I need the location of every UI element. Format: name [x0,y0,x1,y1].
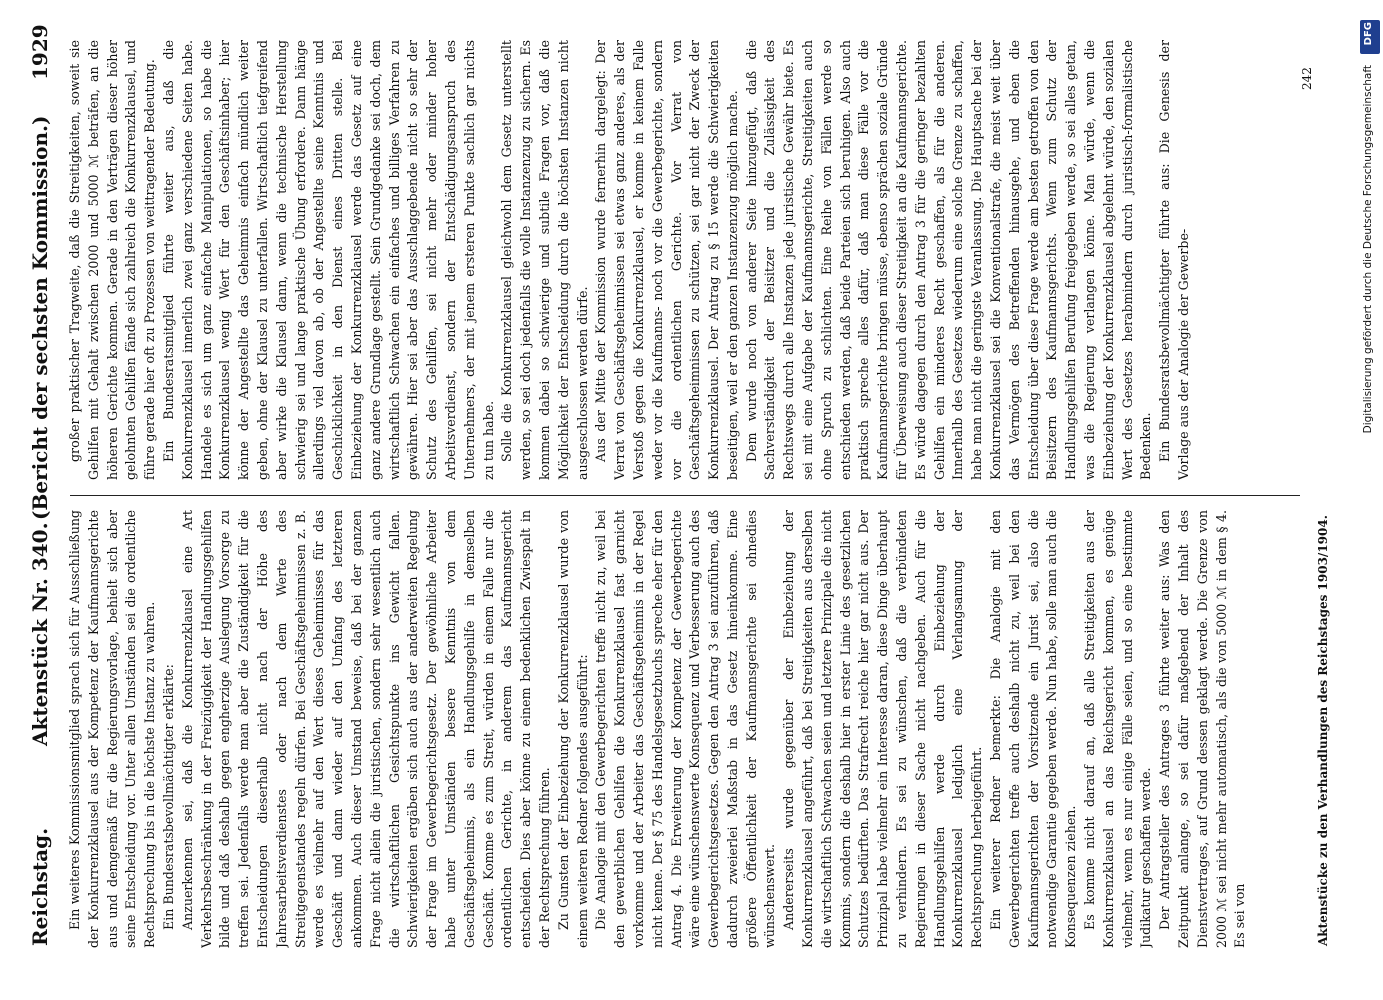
paragraph: Ein Bundesratsbevollmächtigter erklärte: [160,664,176,930]
digitization-credit [1360,20,1380,980]
paragraph: Die Analogie mit den Gewerbegerichten treffe nicht zu, weil bei den gewerblichen Gehilfen die Konkurrenzklausel fast garnicht vorkomme und der Arbeiter das Geschäftsgeheimnis in der Regel nicht kenne. Der § 75 des Handelsgesetzbuchs spreche eher für den Antrag 4. Die Erweiterung der Kompetenz der Gewerbegerichte wäre eine wünschenswerte Konsequenz und Verbesserung auch des Gewerbegerichtsgesetzes. Gegen den Antrag 3 sei anzuführen, daß dadurch zweierlei Maßstab in das Gesetz hineinkomme. Eine größere Öffentlichkeit der Kaufmannsgerichte sei ohnedies wünschenswert. [593,510,778,948]
paragraph: Der Antragsteller des Antrages 3 führte weiter aus: Was den Zeitpunkt anlange, so sei dafür maßgebend der Inhalt des Dienstvertrages, auf Grund dessen geklagt werde. Die Grenze von 2000 ℳ sei nicht mehr automatisch, als die von 5000 ℳ in dem § 4. Es sei von [1157,510,1248,948]
paragraph: Andererseits wurde gegenüber der Einbeziehung der Konkurrenzklausel angeführt, daß bei Streitigkeiten aus derselben die wirtschaftlich Schwachen seien und letztere Prinzipale die nicht Kommis, sondern die deshalb hier in erster Linie des gesetzlichen Schutzes bedürften. Das Strafrecht reiche hier gar nicht aus. Der Prinzipal habe vielmehr ein Interesse daran, diese Dinge überhaupt zu verhindern. Es sei zu wünschen, daß die verbündeten Regierungen in dieser Sache nicht nachgeben. Auch für die Handlungsgehilfen werde durch Einbeziehung der Konkurrenzklausel lediglich eine Verlangsamung der Rechtsprechung herbeigeführt. [781,510,985,948]
paragraph: Ein weiterer Redner bemerkte: Die Analogie mit den Gewerbegerichten treffe auch deshalb nicht zu, weil bei den Kaufmannsgerichten der Vorsitzende ein Jurist sei, also die notwendige Garantie gegeben werde. Nun habe, solle man auch die Konsequenzen ziehen. [988,510,1079,948]
paragraph: Es komme nicht darauf an, daß alle Streitigkeiten aus der Konkurrenzklausel an das Reichsgericht kommen, es genüge vielmehr, wenn es nur einige Fälle seien, und so eine bestimmte Judikatur geschaffen werde. [1082,510,1154,948]
paragraph: Aus der Mitte der Kommission wurde fernerhin dargelegt: Der Verrat von Geschäftsgeheimnissen sei etwas ganz anderes, als der Verstoß gegen die Konkurrenzklausel, er komme in keinem Falle weder vor die Kaufmanns- noch vor die Gewerbegerichte, sondern vor die ordentlichen Gerichte. Vor Verrat von Geschäftsgeheimnissen zu schützen, sei gar nicht der Zweck der Konkurrenzklausel. Der Antrag zu § 15 werde die Schwierigkeiten beseitigen, weil er den ganzen Instanzenzug möglich mache. [593,40,740,480]
right-text-column [66,40,1292,480]
header-document-number: Aktenstück Nr. 340. [28,522,52,746]
footer-citation: Aktenstücke zu den Verhandlungen des Reichstages 1903/1904. [1316,515,1330,946]
paragraph: Anzuerkennen sei, daß die Konkurrenzklausel eine Art Verkehrsbeschränkung in der Freizügigkeit der Handlungsgehilfen bilde und daß deshalb gegen engherzige Auslegung Vorsorge zu treffen sei. Jedenfalls werde man aber die Zuständigkeit für die Entscheidungen dieserhalb nicht nach der Höhe des Jahresarbeitsverdienstes oder nach dem Werte des Streitgegenstandes regeln dürfen. Bei Geschäftsgeheimnissen z. B. werde es vielmehr auf den Wert dieses Geheimnisses für das Geschäft und dann wieder auf den Umfang des letzteren ankommen. Auch dieser Umstand beweise, daß bei der ganzen Frage nicht allein die juristischen, sondern sehr wesentlich auch die wirtschaftlichen Gesichtspunkte ins Gewicht fallen. Schwierigkeiten ergäben sich auch aus der anderweiten Regelung der Frage im Gewerbegerichtsgesetz. Der gewöhnliche Arbeiter habe unter Umständen bessere Kenntnis von dem Geschäftsgeheimnis, als ein Handlungsgehilfe in demselben Geschäft. Komme es zum Streit, würden in einem Falle nur die ordentlichen Gerichte, in anderem das Kaufmannsgericht entscheiden. Dies aber könne zu einem bedenklichen Zwiespalt in der Rechtsprechung führen. [179,510,552,948]
digitization-note-text: Digitalisierung gefördert durch die Deutsche Forschungsgemeinschaft [1362,65,1374,434]
paragraph: großer praktischer Tragweite, daß die Streitigkeiten, soweit sie Gehilfen mit Gehalt zwischen 2000 und 5000 ℳ beträfen, an die höheren Gerichte kommen. Gerade in den Verträgen dieser höher gelohnten Gehilfen fände sich zahlreich die Konkurrenzklausel, und führe gerade hier oft zu Prozessen von weittragender Bedeutung. [67,40,158,480]
dfg-logo-text: DFG [1363,22,1374,46]
paragraph: Ein weiteres Kommissionsmitglied sprach sich für Ausschließung der Konkurrenzklausel aus der Kompetenz der Kaufmannsgerichte aus und demgemäß für die Regierungsvorlage, behielt sich aber seine Entscheidung vor. Unter allen Umständen sei die ordentliche Rechtsprechung bis in die höchste Instanz zu wahren. [67,510,158,948]
paragraph: Ein Bundesratsbevollmächtigter führte aus: Die Genesis der Vorlage aus der Analogie der Gewerbe- [1157,40,1192,480]
paragraph: Zu Gunsten der Einbeziehung der Konkurrenzklausel wurde von einem weiteren Redner folgendes ausgeführt: [555,510,590,948]
paragraph: Ein Bundesratsmitglied führte weiter aus, daß die Konkurrenzklausel innerlich zwei ganz verschiedene Seiten habe. Handele es sich um ganz einfache Manipulationen, so habe die Konkurrenzklausel wenig Wert für den Geschäftsinhaber; hier könne der Angestellte das Geheimnis einfach mündlich weiter geben, ohne der Klausel zu unterfallen. Wirtschaftlich tiefgreifend aber wirke die Klausel dann, wenn die technische Herstellung schwierig sei und lange praktische Übung erfordere. Dann hänge allerdings viel davon ab, ob der Angestellte seine Kenntnis und Geschicklichkeit in den Dienst eines Dritten stelle. Bei Einbeziehung der Konkurrenzklausel werde das Gesetz auf eine ganz andere Grundlage gestellt. Sein Grundgedanke sei doch, dem wirtschaftlich Schwachen ein einfaches und billiges Verfahren zu gewähren. Hier sei aber das Ausschlaggebende nicht so sehr der Schutz des Gehilfen, sei nicht mehr oder minder hoher Arbeitsverdienst, sondern der Entschädigungsanspruch des Unternehmers, der mit jenem ersteren Punkte sachlich gar nichts zu tun habe. [160,40,496,480]
paragraph: Solle die Konkurrenzklausel gleichwohl dem Gesetz unterstellt werden, so sei doch jedenfalls die volle Instanzenzug zu sichern. Es kommen dabei so schwierige und subtile Fragen vor, daß die Möglichkeit der Entscheidung durch die höchsten Instanzen nicht ausgeschlossen werden dürfe. [499,40,590,480]
page-number: 1929 [28,24,52,80]
column-divider [70,495,1300,496]
dfg-logo-icon [1360,20,1380,54]
header-report-title: (Bericht der sechsten Kommission.) [28,115,52,520]
header-left-title: Reichstag. [28,827,52,946]
footer-sheet-number: 242 [1300,67,1314,90]
left-text-column [66,510,1310,948]
paragraph: Dem wurde noch von anderer Seite hinzugefügt, daß die Sachverständigkeit der Beisitzer und die Zulässigkeit des Rechtswegs durch alle Instanzen jede juristische Gewähr biete. Es sei mit eine Aufgabe der Kaufmannsgerichte, Streitigkeiten auch ohne Spruch zu schlichten. Eine Reihe von Fällen werde so entschieden werden, daß beide Parteien sich beruhigen. Also auch praktisch spreche alles dafür, daß man diese Fälle vor die Kaufmannsgerichte bringen müsse, ebenso sprächen soziale Gründe für Überweisung auch dieser Streitigkeit an die Kaufmannsgerichte. Es würde dagegen durch den Antrag 3 für die geringer bezahlten Gehilfen ein minderes Recht geschaffen, als für die anderen. Innerhalb des Gesetzes wiederum eine solche Grenze zu schaffen, habe man nicht die geringste Veranlassung. Die Hauptsache bei der Konkurrenzklausel sei die Konventionalstrafe, die meist weit über das Vermögen des Betreffenden hinausgehe, und eben die Entscheidung über diese Frage werde am besten getroffen von den Beisitzern des Kaufmannsgerichts. Wenn zum Schutz der Handlungsgehilfen Berufung freigegeben werde, so sei alles getan, was die Regierung verlangen könne. Man würde, wenn die Einbeziehung der Konkurrenzklausel abgelehnt würde, den sozialen Wert des Gesetzes herabmindern durch juristisch-formalistische Bedenken. [743,40,1154,480]
